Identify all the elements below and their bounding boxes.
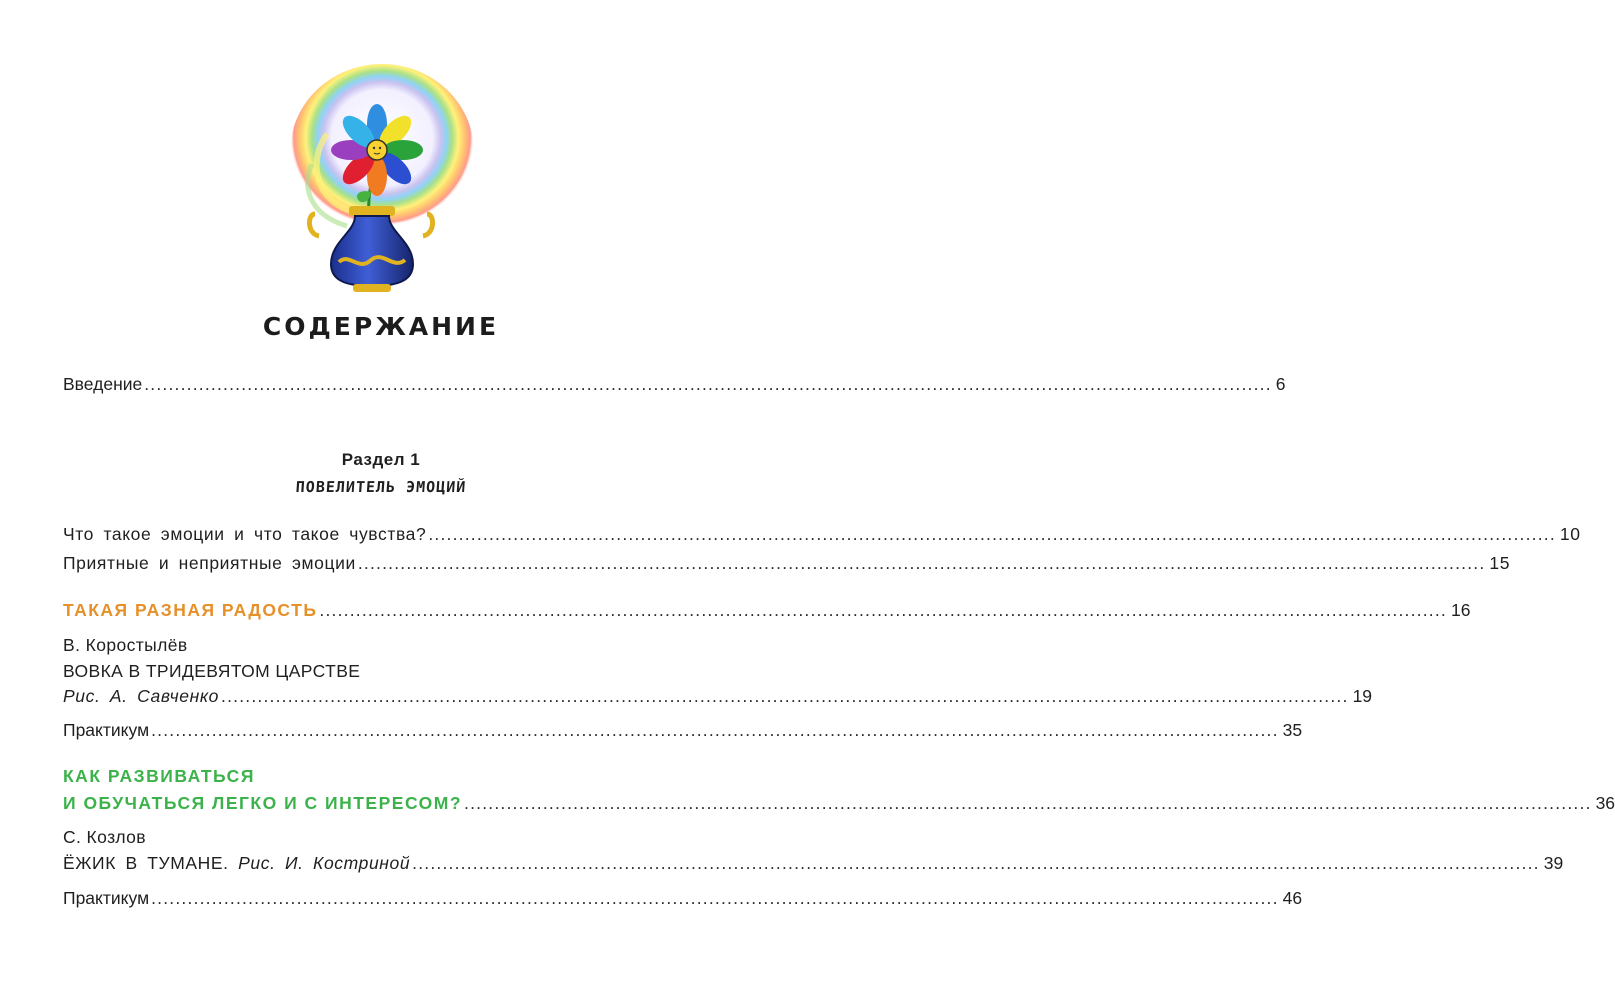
section-name: ПОВЕЛИТЕЛЬ ЭМОЦИЙ (295, 478, 467, 496)
entry-label: ТАКАЯ РАЗНАЯ РАДОСТЬ (63, 600, 318, 620)
toc-entry-practicum-2[interactable] (63, 887, 1303, 909)
rainbow-flower-vase-icon (287, 64, 477, 296)
entry-label: И ОБУЧАТЬСЯ ЛЕГКО И С ИНТЕРЕСОМ? (63, 793, 463, 813)
page-number: 15 (1489, 553, 1511, 573)
author-korostylev: В. Коростылёв (63, 635, 188, 655)
entry-label: Практикум (63, 888, 150, 908)
page-number: 16 (1450, 600, 1471, 620)
dot-leader: .......................................................................................................................................................................................... (412, 853, 1540, 873)
page-number: 46 (1282, 888, 1303, 908)
dot-leader: .......................................................................................................................................................................................... (151, 720, 1279, 740)
entry-label: Рис. А. Савченко (63, 686, 220, 706)
page-number: 39 (1543, 853, 1564, 873)
dot-leader: .......................................................................................................................................................................................... (319, 600, 1447, 620)
dot-leader: .......................................................................................................................................................................................... (221, 686, 1349, 706)
toc-entry-pleasant[interactable] (63, 552, 1511, 574)
toc-entry-emotions[interactable] (63, 523, 1581, 545)
page-number: 10 (1559, 524, 1581, 544)
entry-label (63, 852, 410, 874)
section-label: Раздел 1 (341, 450, 421, 469)
page-number: 19 (1352, 686, 1373, 706)
chapter-title-line-1: КАК РАЗВИВАТЬСЯ (63, 766, 255, 786)
story-title-hedgehog: ЁЖИК В ТУМАНЕ. (63, 853, 229, 873)
entry-label: Приятные и неприятные эмоции (63, 553, 356, 573)
entry-label: Что такое эмоции и что такое чувства? (63, 524, 427, 544)
entry-label: Введение (63, 374, 143, 394)
toc-entry-learning[interactable] (63, 792, 1615, 814)
page-number: 6 (1275, 374, 1286, 394)
illustrator-credit: Рис. И. Костриной (238, 853, 411, 873)
toc-entry-intro[interactable] (63, 373, 1286, 395)
dot-leader: .......................................................................................................................................................................................... (151, 888, 1279, 908)
toc-entry-joy[interactable] (63, 599, 1471, 621)
page-number: 36 (1595, 793, 1615, 813)
story-title-vovka: ВОВКА В ТРИДЕВЯТОМ ЦАРСТВЕ (63, 661, 361, 681)
page-title: СОДЕРЖАНИЕ (262, 312, 500, 341)
entry-label: Практикум (63, 720, 150, 740)
author-kozlov: С. Козлов (63, 827, 146, 847)
dot-leader: .......................................................................................................................................................................................... (428, 524, 1556, 544)
toc-entry-practicum-1[interactable] (63, 719, 1303, 741)
dot-leader: .......................................................................................................................................................................................... (144, 374, 1272, 394)
toc-entry-hedgehog[interactable] (63, 852, 1564, 874)
dot-leader: .......................................................................................................................................................................................... (357, 553, 1486, 573)
page-number: 35 (1282, 720, 1303, 740)
toc-entry-vovka[interactable] (63, 685, 1373, 707)
dot-leader: .......................................................................................................................................................................................... (464, 793, 1592, 813)
